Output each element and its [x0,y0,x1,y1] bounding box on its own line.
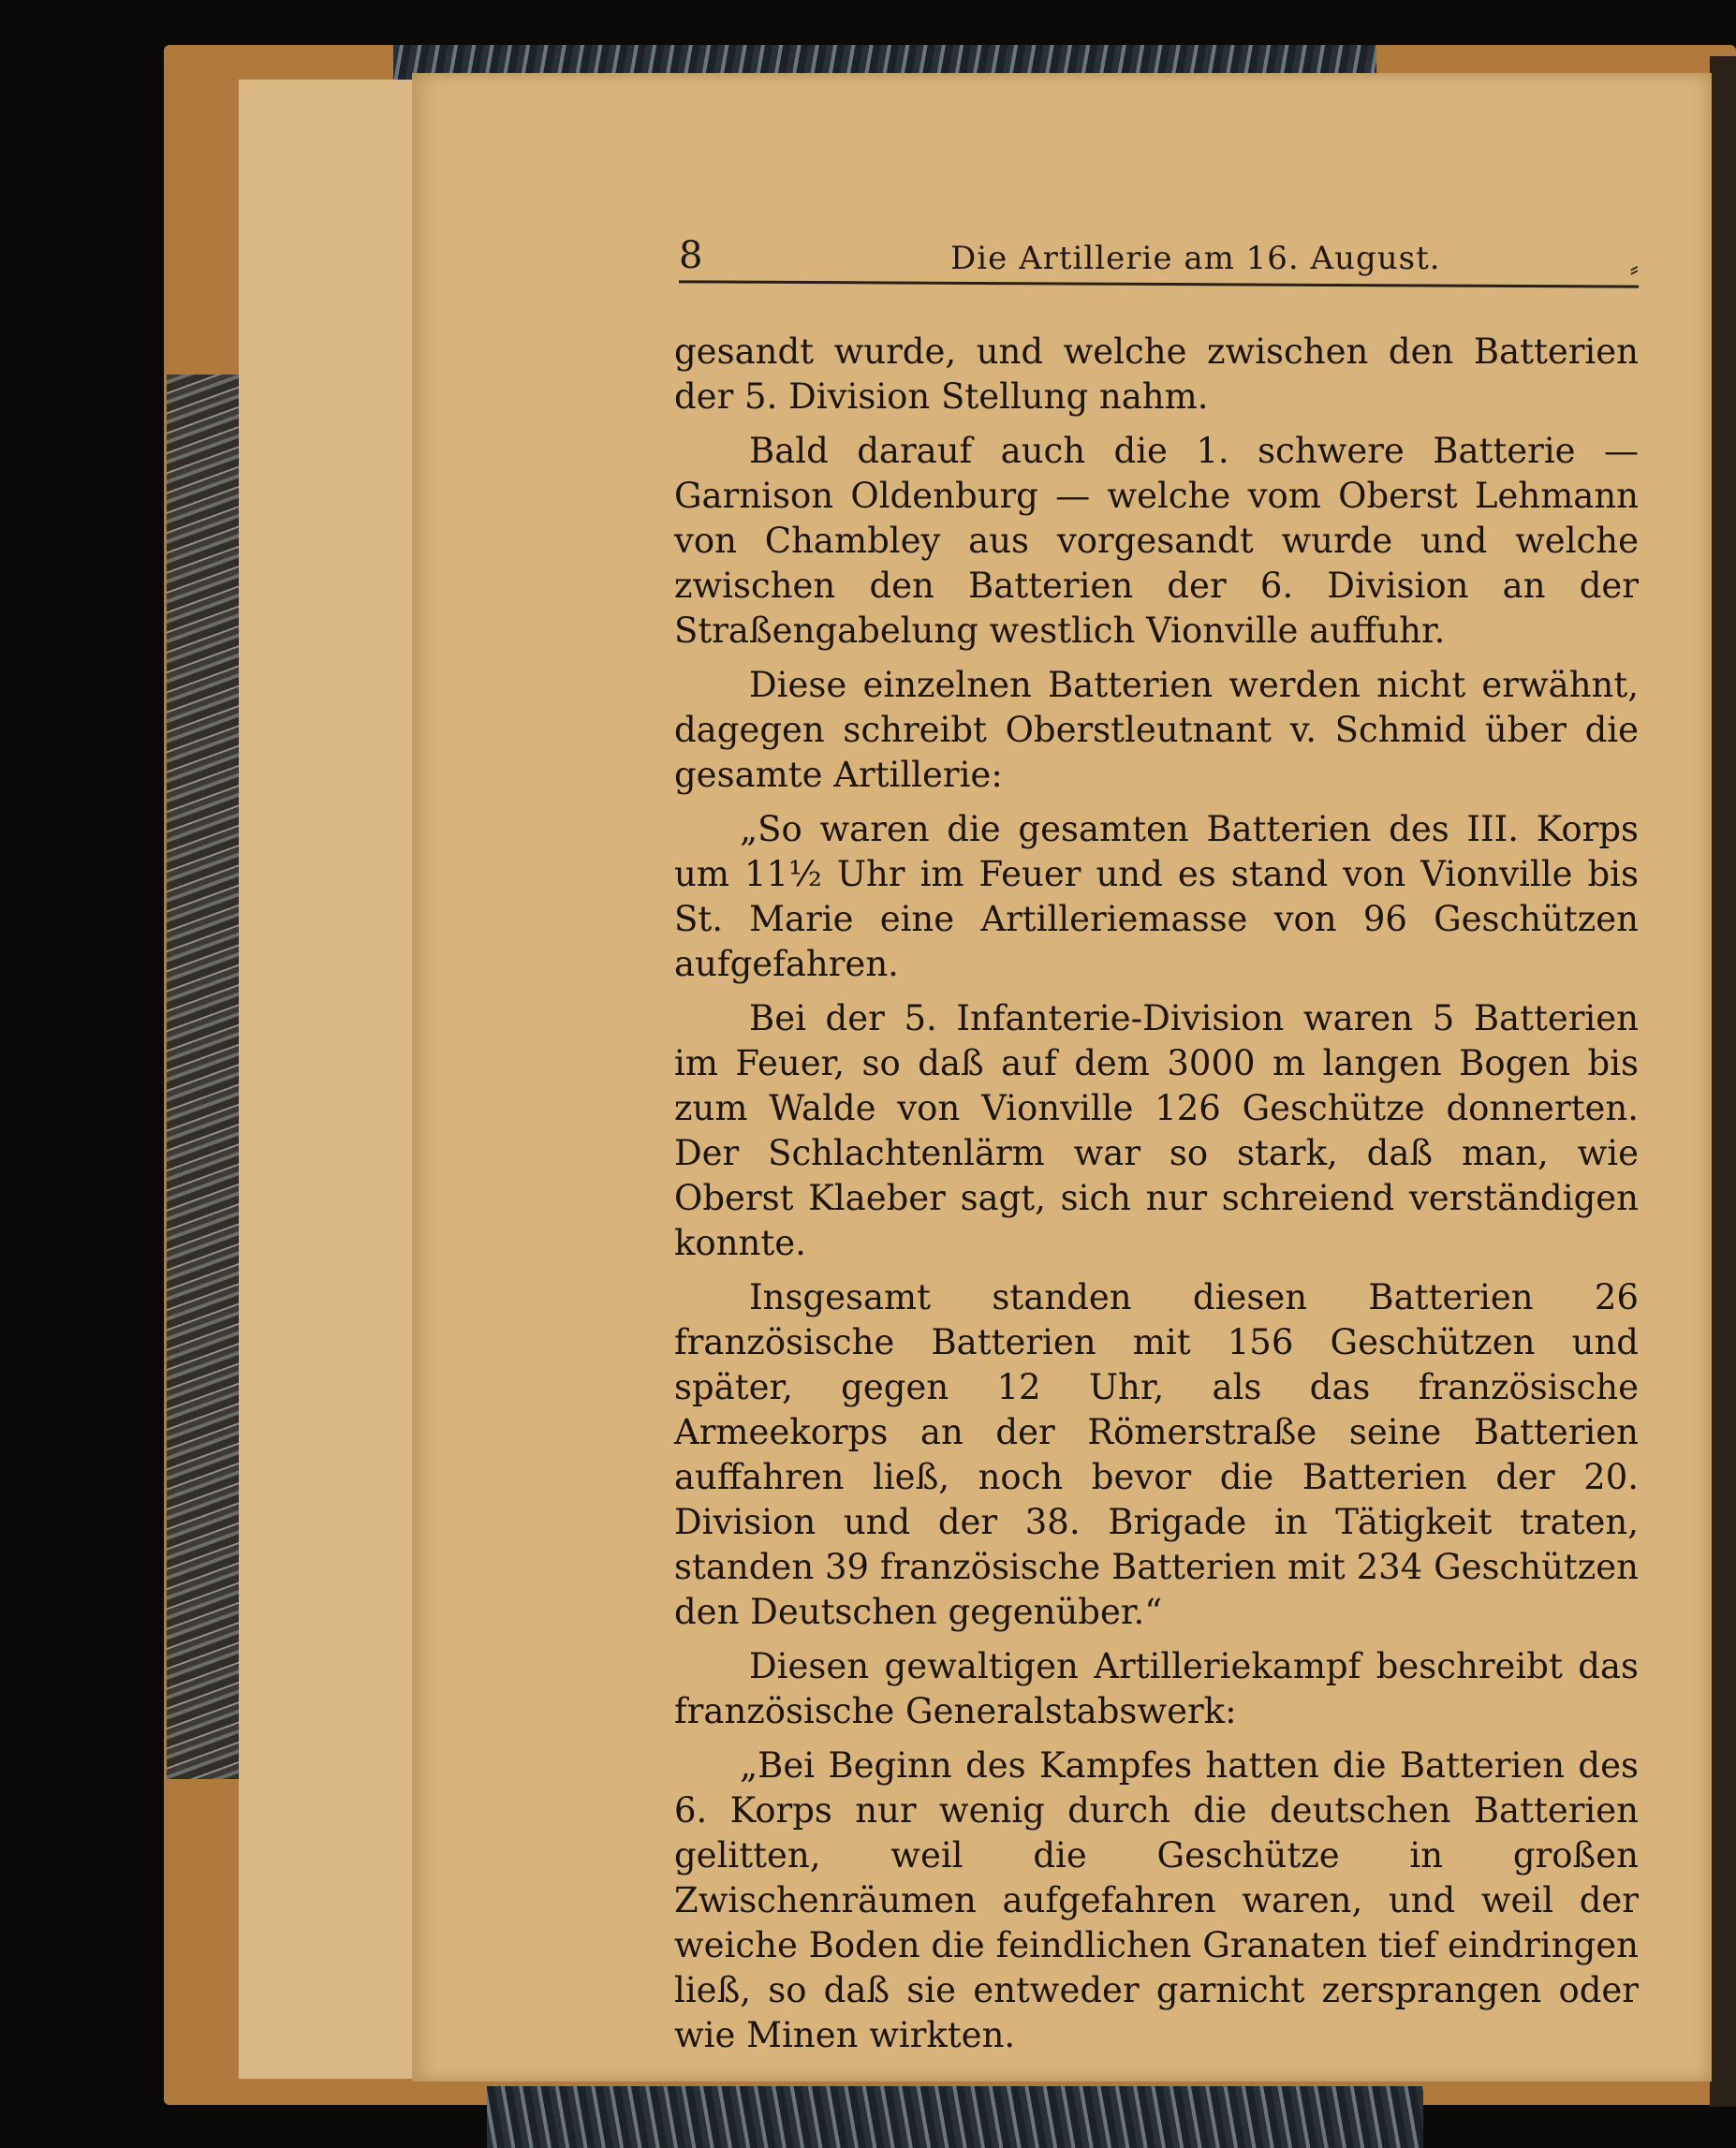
page-edge [360,80,414,2079]
marbled-edge-bottom [487,2086,1423,2148]
page-edge [239,80,269,2079]
page-number: 8 [679,234,703,277]
paragraph: Bald darauf auch die 1. schwere Batterie — Garnison Oldenburg — welche vom Oberst Lehmann von Chambley aus vorgesandt wurde und welche zwischen den Batterien der 6. Division an der Straßengabelung westlich Vionville auffuhr. [674,431,1639,651]
marbled-endpaper-left [167,375,240,1779]
paragraph: Insgesamt standen diesen Batterien 26 französische Batterien mit 156 Geschützen und später, gegen 12 Uhr, als das französische Armeekorps an der Römerstraße seine Batterien auffahren ließ, noch bevor die Batterien der 20. Division und der 38. Brigade in Tätigkeit traten, standen 39 französische Batterien mit 234 Geschützen den Deutschen gegenüber.“ [674,1277,1639,1632]
page-edge [304,80,362,2079]
header-mark: ⸗ [1629,253,1639,284]
book-gutter-right [1710,56,1736,2107]
paragraph: „Bei Beginn des Kampfes hatten die Batterien des 6. Korps nur wenig durch die deutschen Batterien gelitten, weil die Geschütze in großen Zwischenräumen aufgefahren waren, und weil der weiche Boden die feindlichen Granaten tief eindringen ließ, so daß sie entweder garnicht zersprangen oder wie Minen wirkten. [674,1745,1639,2055]
paragraph: Diesen gewaltigen Artilleriekampf beschreibt das französische Generalstabswerk: [674,1646,1639,1731]
paragraph: Bei der 5. Infanterie-Division waren 5 Batterien im Feuer, so daß auf dem 3000 m langen Bogen bis zum Walde von Vionville 126 Geschütze donnerten. Der Schlachtenlärm war so stark, daß man, wie Oberst Klaeber sagt, sich nur schreiend verständigen konnte. [674,998,1639,1263]
running-head: Die Artillerie am 16. August. [950,240,1441,277]
paragraph: gesandt wurde, und welche zwischen den Batterien der 5. Division Stellung nahm. [674,331,1639,417]
paragraph: „So waren die gesamten Batterien des III. Korps um 11½ Uhr im Feuer und es stand von Vionville bis St. Marie eine Artilleriemasse von 96 Geschützen aufgefahren. [674,809,1639,984]
page-edge [267,80,306,2079]
page-header [679,234,1639,284]
body-text [674,330,1639,2067]
paragraph: Diese einzelnen Batterien werden nicht erwähnt, dagegen schreibt Oberstleutnant v. Schmid über die gesamte Artillerie: [674,665,1639,795]
